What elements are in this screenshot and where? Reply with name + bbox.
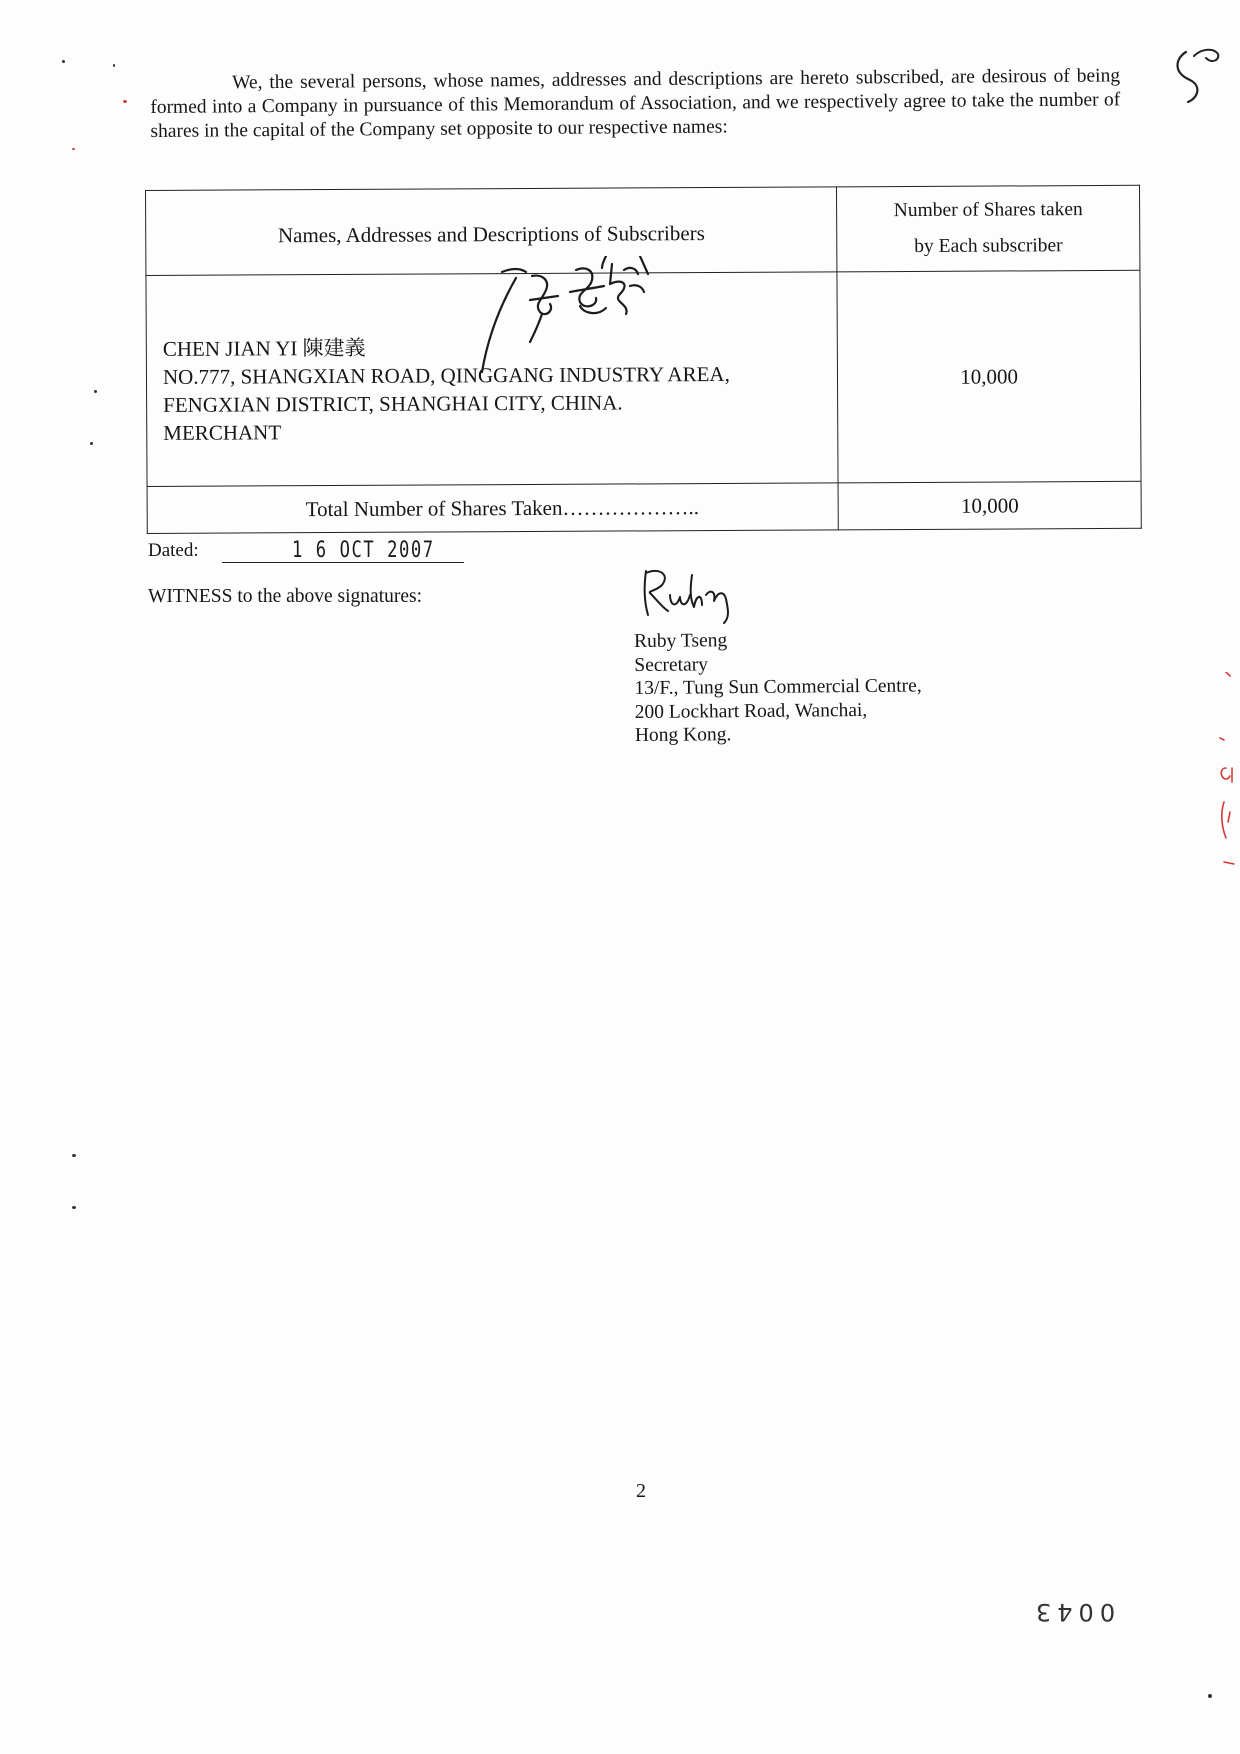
subscriber-signature [480,256,670,376]
edge-stamp-mark [1196,672,1240,872]
scan-speck [123,100,127,103]
scan-speck [90,442,93,445]
handwritten-initial-mark [1168,44,1228,104]
scan-speck [1208,1694,1212,1698]
subscriber-address-line2: FENGXIAN DISTRICT, SHANGHAI CITY, CHINA. [163,390,623,417]
witness-label: WITNESS to the above signatures: [148,586,423,607]
scan-speck [72,148,75,150]
secretary-name: Ruby Tseng [634,630,728,652]
secretary-title: Secretary [634,653,709,676]
secretary-address-line3: Hong Kong. [634,724,732,746]
memorandum-intro-paragraph: We, the several persons, whose names, addresses and descriptions are hereto subscribed, are desirous of being formed into a Company in pursuance of this Memorandum of Association, and we respectively agree to take the number of shares in the capital of the Company set opposite to our respective names: [150,65,1121,142]
secretary-address-line1: 13/F., Tung Sun Commercial Centre, [634,675,922,699]
scan-speck [113,64,115,67]
scan-speck [62,60,65,63]
subscriber-description: MERCHANT [163,420,282,445]
header-shares-line1: Number of Shares taken [893,199,1083,222]
total-shares-label: Total Number of Shares Taken……………….. [147,483,839,534]
header-names-cell: Names, Addresses and Descriptions of Subscribers [146,187,838,276]
total-shares-value: 10,000 [838,481,1141,530]
header-shares-cell [837,185,1140,272]
subscriber-address-line1: NO.777, SHANGXIAN ROAD, QINGGANG INDUSTRY AREA, [162,361,730,389]
witness-signature [640,565,740,625]
date-stamp: 1 6 OCT 2007 [292,538,435,563]
subscriber-name: CHEN JIAN YI 陳建義 [162,335,366,361]
scan-speck [72,1154,76,1157]
scan-speck [94,390,97,393]
secretary-address-line2: 200 Lockhart Road, Wanchai, [634,699,868,723]
table-total-row [147,481,1141,533]
dated-label: Dated: [148,540,199,561]
subscriber-shares-cell: 10,000 [837,270,1141,483]
header-shares-line2: by Each subscriber [914,235,1063,257]
page-number: 2 [636,1480,646,1502]
secretary-block [634,627,922,747]
scan-speck [72,1206,76,1209]
document-reference-number: 0043 [1030,1598,1116,1626]
